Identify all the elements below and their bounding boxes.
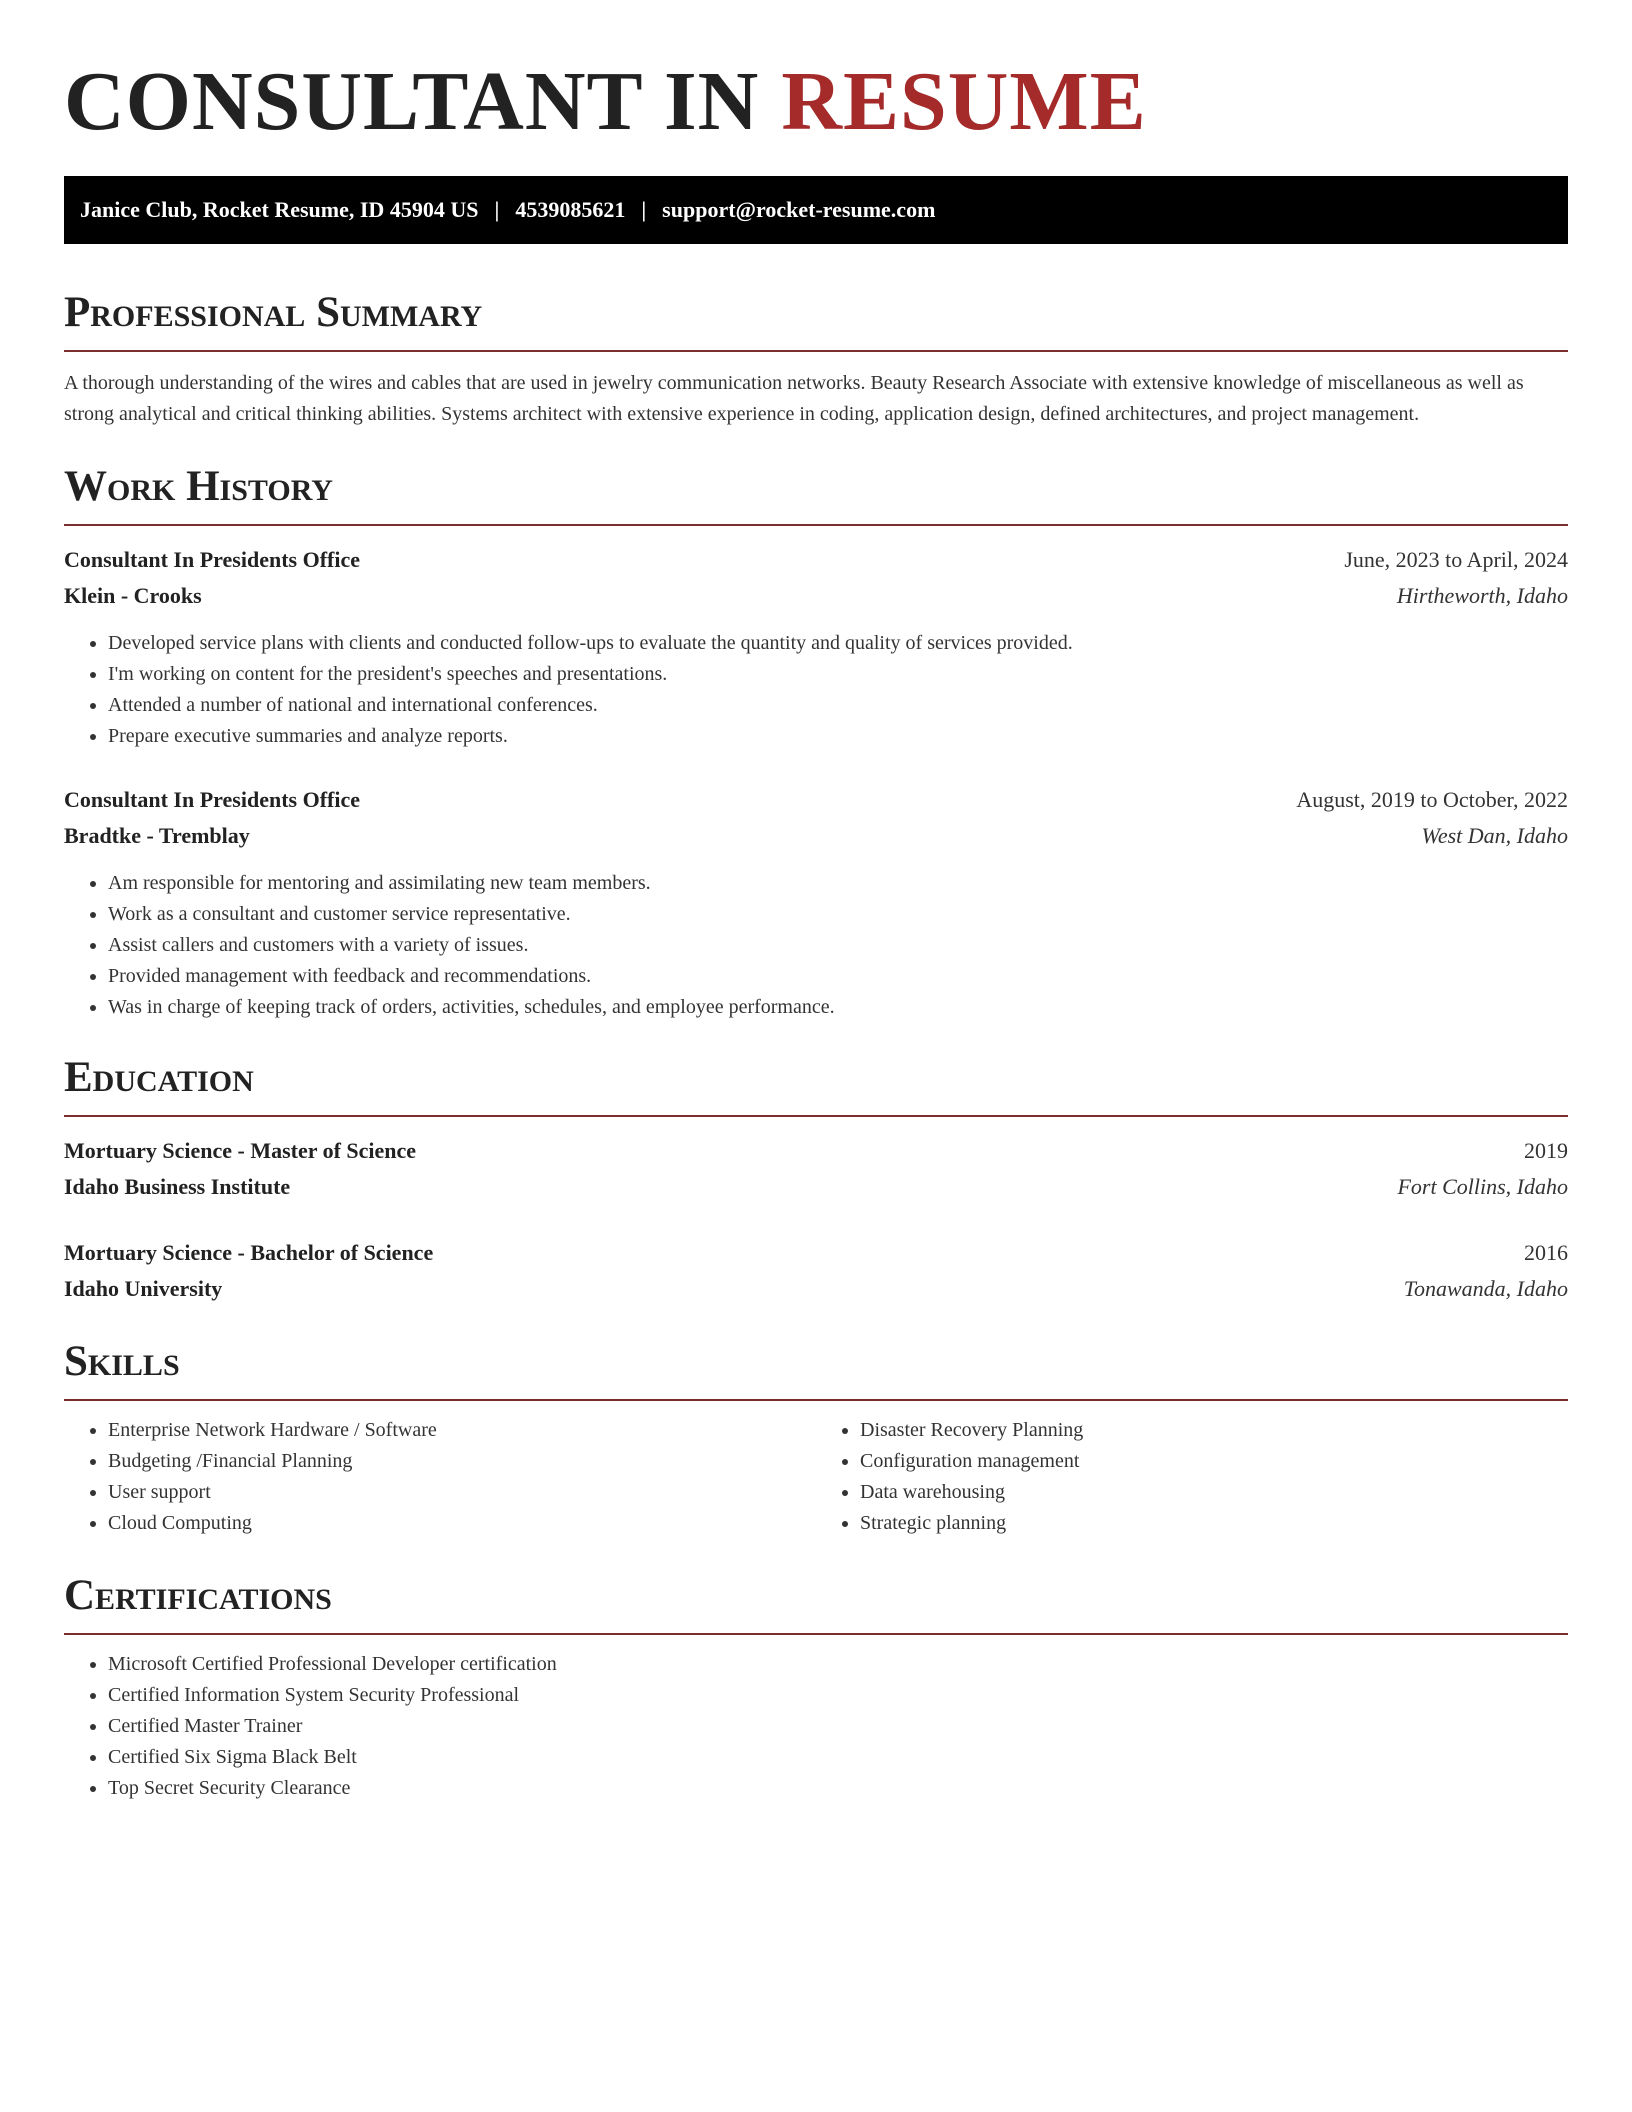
job-header-row <box>64 782 1568 818</box>
education-entry <box>64 1133 1568 1205</box>
skills-section <box>64 1335 1568 1539</box>
job-duty: • Was in charge of keeping track of orders, activities, schedules, and employee performance. <box>108 992 1568 1023</box>
contact-bar <box>64 176 1568 244</box>
job-entry <box>64 782 1568 1023</box>
job-title: Consultant In Presidents Office <box>64 787 360 812</box>
education-school-row <box>64 1169 1568 1205</box>
job-duty: • Attended a number of national and international conferences. <box>108 690 1568 721</box>
contact-separator: | <box>641 197 647 222</box>
job-duty: • Assist callers and customers with a variety of issues. <box>108 930 1568 961</box>
job-company: Bradtke - Tremblay <box>64 823 250 848</box>
education-year: 2019 <box>1524 1138 1568 1163</box>
resume-title <box>64 52 1568 152</box>
skill-item: • Strategic planning <box>860 1508 1568 1539</box>
certification-item: • Certified Information System Security Professional <box>108 1680 1568 1711</box>
job-duties-list <box>64 628 1568 752</box>
job-dates: August, 2019 to October, 2022 <box>1296 787 1568 812</box>
education-school-row <box>64 1271 1568 1307</box>
education-entry <box>64 1235 1568 1307</box>
skills-list-right <box>816 1415 1568 1539</box>
summary-text: A thorough understanding of the wires and cables that are used in jewelry communication networks. Beauty Research Associate with extensive knowledge of miscellaneous as well as strong analytical and critical thinking abilities. Systems architect with extensive experience in coding, application design, defined architectures, and project management. <box>64 372 1524 425</box>
job-duty: • Prepare executive summaries and analyze reports. <box>108 721 1568 752</box>
job-location: West Dan, Idaho <box>1421 823 1568 848</box>
job-header-row <box>64 542 1568 578</box>
work-history-section <box>64 460 1568 1023</box>
contact-phone: 4539085621 <box>515 197 626 222</box>
education-header-row <box>64 1235 1568 1271</box>
skill-item: • Enterprise Network Hardware / Software <box>108 1415 816 1446</box>
skills-list-left <box>64 1415 816 1539</box>
education-location: Fort Collins, Idaho <box>1397 1174 1568 1199</box>
skill-item: • Data warehousing <box>860 1477 1568 1508</box>
skill-item: • Cloud Computing <box>108 1508 816 1539</box>
certification-item: • Certified Six Sigma Black Belt <box>108 1742 1568 1773</box>
skills-grid <box>64 1415 1568 1539</box>
skills-heading: Skills <box>64 1335 1568 1401</box>
job-duty: • Provided management with feedback and recommendations. <box>108 961 1568 992</box>
job-duty: • Work as a consultant and customer service representative. <box>108 899 1568 930</box>
skill-item: • Budgeting /Financial Planning <box>108 1446 816 1477</box>
education-school: Idaho University <box>64 1276 223 1301</box>
job-dates: June, 2023 to April, 2024 <box>1344 547 1568 572</box>
certification-item: • Certified Master Trainer <box>108 1711 1568 1742</box>
education-heading: Education <box>64 1051 1568 1117</box>
summary-heading: Professional Summary <box>64 286 1568 352</box>
job-entry <box>64 542 1568 752</box>
education-degree: Mortuary Science - Bachelor of Science <box>64 1240 434 1265</box>
contact-address: Janice Club, Rocket Resume, ID 45904 US <box>80 197 479 222</box>
certification-item: • Microsoft Certified Professional Developer certification <box>108 1649 1568 1680</box>
title-main: CONSULTANT IN <box>64 55 760 148</box>
certifications-section <box>64 1569 1568 1804</box>
education-header-row <box>64 1133 1568 1169</box>
job-location: Hirtheworth, Idaho <box>1396 583 1568 608</box>
skill-item: • Configuration management <box>860 1446 1568 1477</box>
title-accent: RESUME <box>781 55 1147 148</box>
contact-email: support@rocket-resume.com <box>662 197 936 222</box>
job-company-row <box>64 818 1568 854</box>
job-company-row <box>64 578 1568 614</box>
job-duty: • I'm working on content for the president's speeches and presentations. <box>108 659 1568 690</box>
education-degree: Mortuary Science - Master of Science <box>64 1138 417 1163</box>
contact-separator: | <box>494 197 500 222</box>
job-company: Klein - Crooks <box>64 583 202 608</box>
skill-item: • User support <box>108 1477 816 1508</box>
education-section <box>64 1051 1568 1307</box>
education-location: Tonawanda, Idaho <box>1403 1276 1568 1301</box>
education-year: 2016 <box>1524 1240 1568 1265</box>
certifications-heading: Certifications <box>64 1569 1568 1635</box>
job-duty: • Developed service plans with clients and conducted follow-ups to evaluate the quantity and quality of services provided. <box>108 628 1568 659</box>
job-duties-list <box>64 868 1568 1023</box>
job-title: Consultant In Presidents Office <box>64 547 360 572</box>
skill-item: • Disaster Recovery Planning <box>860 1415 1568 1446</box>
certifications-list <box>64 1649 1568 1804</box>
summary-section <box>64 286 1568 430</box>
work-history-heading: Work History <box>64 460 1568 526</box>
education-school: Idaho Business Institute <box>64 1174 291 1199</box>
job-duty: • Am responsible for mentoring and assimilating new team members. <box>108 868 1568 899</box>
certification-item: • Top Secret Security Clearance <box>108 1773 1568 1804</box>
